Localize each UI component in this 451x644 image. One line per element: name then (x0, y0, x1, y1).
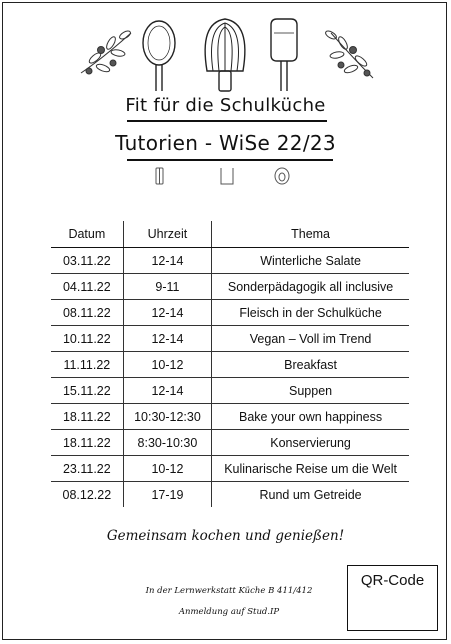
cell-topic: Vegan – Voll im Trend (212, 326, 409, 352)
whisk-icon (205, 19, 245, 91)
cell-date: 03.11.22 (51, 248, 123, 274)
cell-time: 12-14 (123, 326, 211, 352)
cell-date: 10.11.22 (51, 326, 123, 352)
table-row (51, 300, 409, 326)
spatula-icon (271, 19, 297, 91)
olive-branch-left-icon (81, 29, 132, 74)
cell-time: 17-19 (123, 482, 211, 508)
mini-whisk-icon (156, 168, 163, 184)
cell-topic: Konservierung (212, 430, 409, 456)
cell-time: 12-14 (123, 378, 211, 404)
cell-time: 10-12 (123, 456, 211, 482)
table-row (51, 404, 409, 430)
table-header-row (51, 221, 409, 248)
table-row (51, 248, 409, 274)
cell-date: 18.11.22 (51, 430, 123, 456)
header-uhrzeit: Uhrzeit (123, 221, 211, 248)
flyer-page (2, 2, 447, 640)
header-datum: Datum (51, 221, 123, 248)
table-row (51, 378, 409, 404)
qr-code-placeholder[interactable]: QR-Code (347, 565, 438, 631)
cell-topic: Fleisch in der Schulküche (212, 300, 409, 326)
table-row (51, 456, 409, 482)
cell-time: 10:30-12:30 (123, 404, 211, 430)
table-row (51, 326, 409, 352)
registration-text: Anmeldung auf Stud.IP (178, 607, 280, 617)
spoon-icon (143, 21, 175, 91)
table-row (51, 352, 409, 378)
cell-date: 08.12.22 (62, 487, 112, 502)
location-text: In der Lernwerkstatt Küche B 411/412 (145, 586, 313, 596)
cell-time: 12-14 (123, 300, 211, 326)
cell-topic: Kulinarische Reise um die Welt (212, 456, 409, 482)
cell-date: 04.11.22 (51, 274, 123, 300)
flyer-title: Fit für die Schulküche (125, 95, 326, 116)
flyer-subtitle: Tutorien - WiSe 22/23 (115, 131, 336, 155)
title-underline (127, 120, 327, 122)
cell-topic: Rund um Getreide (212, 482, 409, 508)
subtitle-underline (127, 159, 333, 161)
table-row (51, 430, 409, 456)
table-row (51, 482, 409, 508)
cell-topic: Sonderpädagogik all inclusive (212, 274, 409, 300)
cell-date: 08.11.22 (51, 300, 123, 326)
cell-date: 11.11.22 (51, 352, 123, 378)
slogan: Gemeinsam kochen und genießen! (106, 528, 345, 544)
mini-spoon-icon (275, 168, 289, 184)
cell-time: 12-14 (123, 248, 211, 274)
cell-time: 10-12 (123, 352, 211, 378)
olive-branch-right-icon (324, 29, 373, 78)
cell-topic: Winterliche Salate (212, 248, 409, 274)
cell-time: 8:30-10:30 (123, 430, 211, 456)
cell-date: 23.11.22 (51, 456, 123, 482)
cell-topic: Bake your own happiness (212, 404, 409, 430)
mini-spatula-icon (221, 168, 233, 184)
cell-date: 18.11.22 (51, 404, 123, 430)
cell-topic: Suppen (212, 378, 409, 404)
cell-topic: Breakfast (212, 352, 409, 378)
cell-time: 9-11 (123, 274, 211, 300)
table-row (51, 274, 409, 300)
cell-date: 15.11.22 (51, 378, 123, 404)
schedule-table (51, 221, 409, 507)
header-thema: Thema (212, 221, 409, 248)
